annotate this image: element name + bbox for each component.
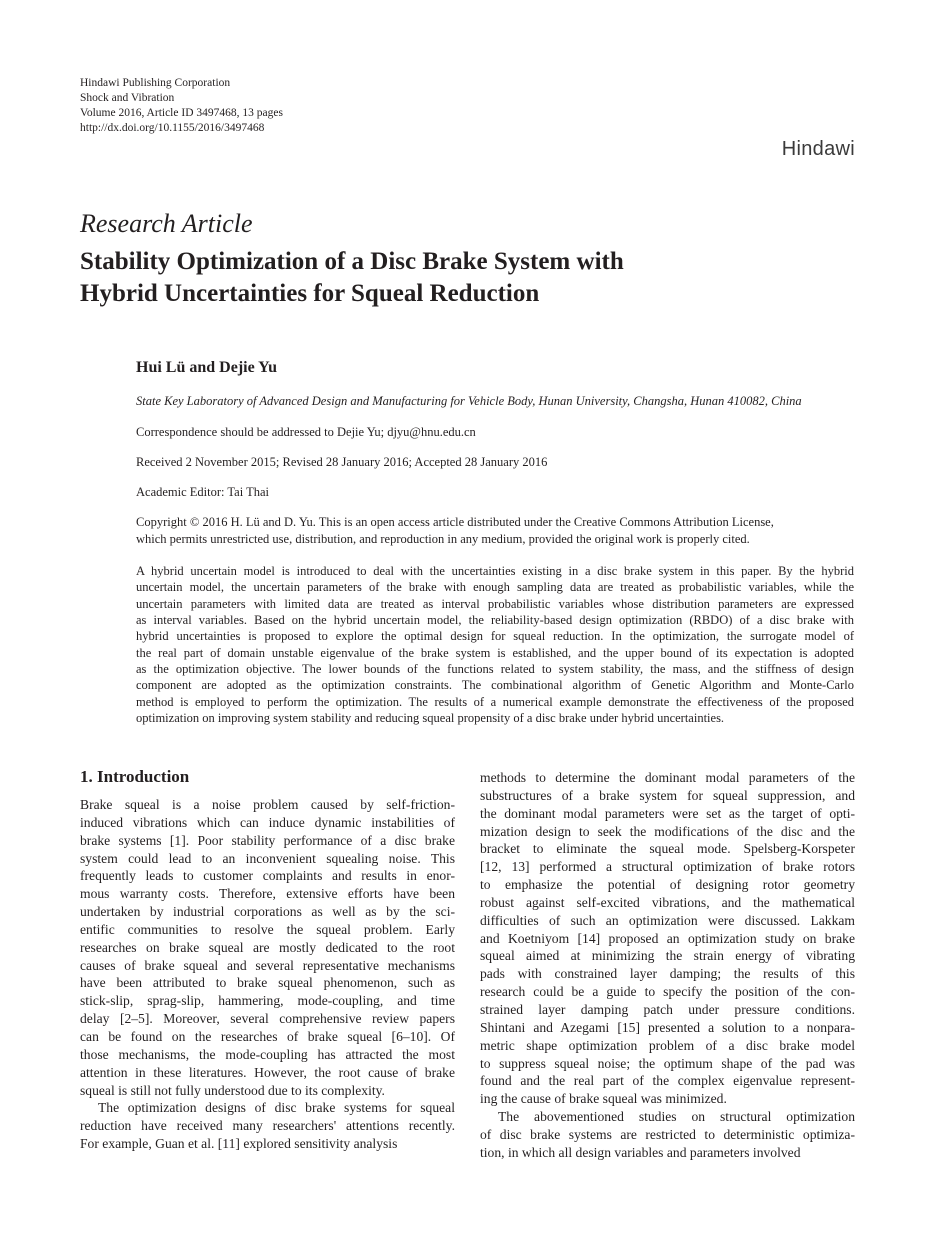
text-line: system could lead to an inconvenient squealing noise. This [80, 850, 455, 866]
text-line: to suppress squeal noise; the optimum shape of the pad was [480, 1055, 855, 1071]
text-line: methods to determine the dominant modal parameters of the [480, 770, 855, 785]
text-line: substructures of a brake system for squeal suppression, and [480, 787, 855, 803]
correspondence: Correspondence should be addressed to Dejie Yu; djyu@hnu.edu.cn [136, 425, 476, 439]
text-line: strained layer damping patch under pressure conditions. [480, 1001, 855, 1017]
text-line: pads with constrained layer damping; the results of this [480, 966, 855, 982]
text-line: uncertain model, the uncertain parameters of the brake with enough sampling data are treated as probabilistic variables, while the [136, 580, 854, 595]
text-line: The abovementioned studies on structural optimization [498, 1109, 855, 1125]
academic-editor: Academic Editor: Tai Thai [136, 485, 269, 499]
text-line: and Koetniyom [14] proposed an optimization study on brake [480, 930, 855, 946]
text-line: undertaken by industrial corporations as well as by the sci- [80, 904, 455, 920]
dates: Received 2 November 2015; Revised 28 January 2016; Accepted 28 January 2016 [136, 455, 548, 469]
text-line: ing the cause of brake squeal was minimized. [480, 1091, 727, 1107]
copyright [136, 514, 774, 548]
title-line: Hybrid Uncertainties for Squeal Reduction [80, 280, 540, 307]
text-line: The optimization designs of disc brake systems for squeal [98, 1100, 455, 1116]
article-title [80, 246, 624, 310]
affiliation: State Key Laboratory of Advanced Design and Manufacturing for Vehicle Body, Hunan University, Changsha, Hunan 410082, China [136, 394, 802, 408]
section-heading-introduction: 1. Introduction [80, 767, 190, 786]
text-line: Shintani and Azegami [15] presented a solution to a nonpara- [480, 1019, 855, 1035]
text-line: frequently leads to customer complaints and results in enor- [80, 868, 455, 884]
journal-name: Shock and Vibration [80, 92, 175, 104]
text-line: A hybrid uncertain model is introduced to deal with the uncertainties existing in a disc brake system in this paper. By the hybrid [136, 564, 854, 578]
doi-link[interactable]: http://dx.doi.org/10.1155/2016/3497468 [80, 122, 265, 134]
text-line: mization design to seek the modifications of the disc and the [480, 823, 855, 839]
text-line: the dominant modal parameters were set as the target of opti- [480, 805, 855, 821]
text-line: research could be a guide to specify the position of the con- [480, 984, 855, 1000]
text-line: component are adopted as the optimization constraints. The combinational algorithm of Genetic Algorithm and Monte-Carlo [136, 678, 854, 693]
hindawi-logo: Hindawi [781, 138, 855, 160]
article-type: Research Article [80, 209, 253, 238]
text-line: [12, 13] performed a structural optimization of brake rotors [480, 859, 855, 875]
text-line: researches on brake squeal are mostly dedicated to the root [80, 939, 455, 955]
text-line: metric shape optimization problem of a disc brake model [480, 1037, 855, 1053]
text-line: reduction have received many researchers' attentions recently. [80, 1118, 455, 1134]
text-line: Brake squeal is a noise problem caused by self-friction- [80, 797, 455, 812]
text-line: tion, in which all design variables and parameters involved [480, 1144, 801, 1160]
copyright-line: Copyright © 2016 H. Lü and D. Yu. This is an open access article distributed under the Creative Commons Attribution License, [136, 515, 774, 529]
text-line: as interval variables. Based on the hybrid uncertain model, the reliability-based design optimization (RBDO) of a disc brake with [136, 613, 854, 628]
text-line: those mechanisms, the mode-coupling has attracted the most [80, 1046, 455, 1062]
text-line: causes of brake squeal and several representative mechanisms [80, 957, 455, 973]
publisher: Hindawi Publishing Corporation [80, 77, 231, 89]
copyright-line: which permits unrestricted use, distribution, and reproduction in any medium, provided the original work is properly cited. [136, 532, 750, 546]
text-line: entific communities to resolve the squeal problem. Early [80, 921, 455, 937]
text-line: difficulties of such an optimization were discussed. Lakkam [480, 912, 855, 928]
text-line: For example, Guan et al. [11] explored sensitivity analysis [80, 1136, 398, 1152]
left-column [80, 796, 455, 1153]
text-line: optimization on improving system stability and reducing squeal propensity of a disc brake under hybrid uncertainties. [136, 711, 725, 726]
text-line: method is employed to perform the optimization. The results of a numerical example demonstrate the effectiveness of the proposed [136, 694, 854, 709]
text-line: mous warranty costs. Therefore, extensive efforts have been [80, 886, 455, 902]
text-line: squeal is still not fully understood due to its complexity. [80, 1082, 385, 1098]
text-line: to emphasize the potential of designing rotor geometry [480, 877, 855, 893]
text-line: of disc brake systems are restricted to deterministic optimiza- [480, 1126, 855, 1142]
text-line: induced vibrations which can induce dynamic instabilities of [80, 814, 455, 830]
journal-header [80, 76, 283, 136]
authors: Hui Lü and Dejie Yu [136, 359, 278, 376]
text-line: stick-slip, sprag-slip, hammering, mode-coupling, and time [80, 993, 455, 1009]
text-line: hybrid uncertainties is proposed to explore the optimal design for squeal reduction. In the optimization, the surrogate model of [136, 629, 854, 644]
text-line: uncertain parameters with limited data are treated as interval probabilistic variables whose distribution parameters are expressed [136, 596, 854, 611]
text-line: attention in these literatures. However, the root cause of brake [80, 1064, 455, 1080]
text-line: bracket to eliminate the squeal mode. Spelsberg-Korspeter [480, 841, 855, 857]
text-line: can be found on the researches of brake squeal [6–10]. Of [80, 1028, 455, 1044]
title-line: Stability Optimization of a Disc Brake System with [80, 248, 624, 275]
abstract [136, 563, 854, 726]
text-line: the real part of domain unstable eigenvalue of the brake system is established, and the upper bound of its expectation is adopted [136, 645, 854, 660]
text-line: as the optimization objective. The lower bounds of the functions related to system stability, the mass, and the stiffness of design [136, 662, 854, 677]
text-line: found and the real part of the complex eigenvalue represent- [480, 1073, 855, 1089]
text-line: have been attributed to brake squeal phenomenon, such as [80, 975, 455, 991]
volume-info: Volume 2016, Article ID 3497468, 13 pages [80, 107, 283, 119]
text-line: robust against self-excited vibrations, and the mathematical [480, 894, 855, 910]
text-line: delay [2–5]. Moreover, several comprehensive review papers [80, 1011, 455, 1027]
text-line: brake systems [1]. Poor stability performance of a disc brake [80, 832, 455, 848]
text-line: squeal aimed at minimizing the strain energy of vibrating [480, 948, 855, 964]
right-column [480, 769, 855, 1162]
